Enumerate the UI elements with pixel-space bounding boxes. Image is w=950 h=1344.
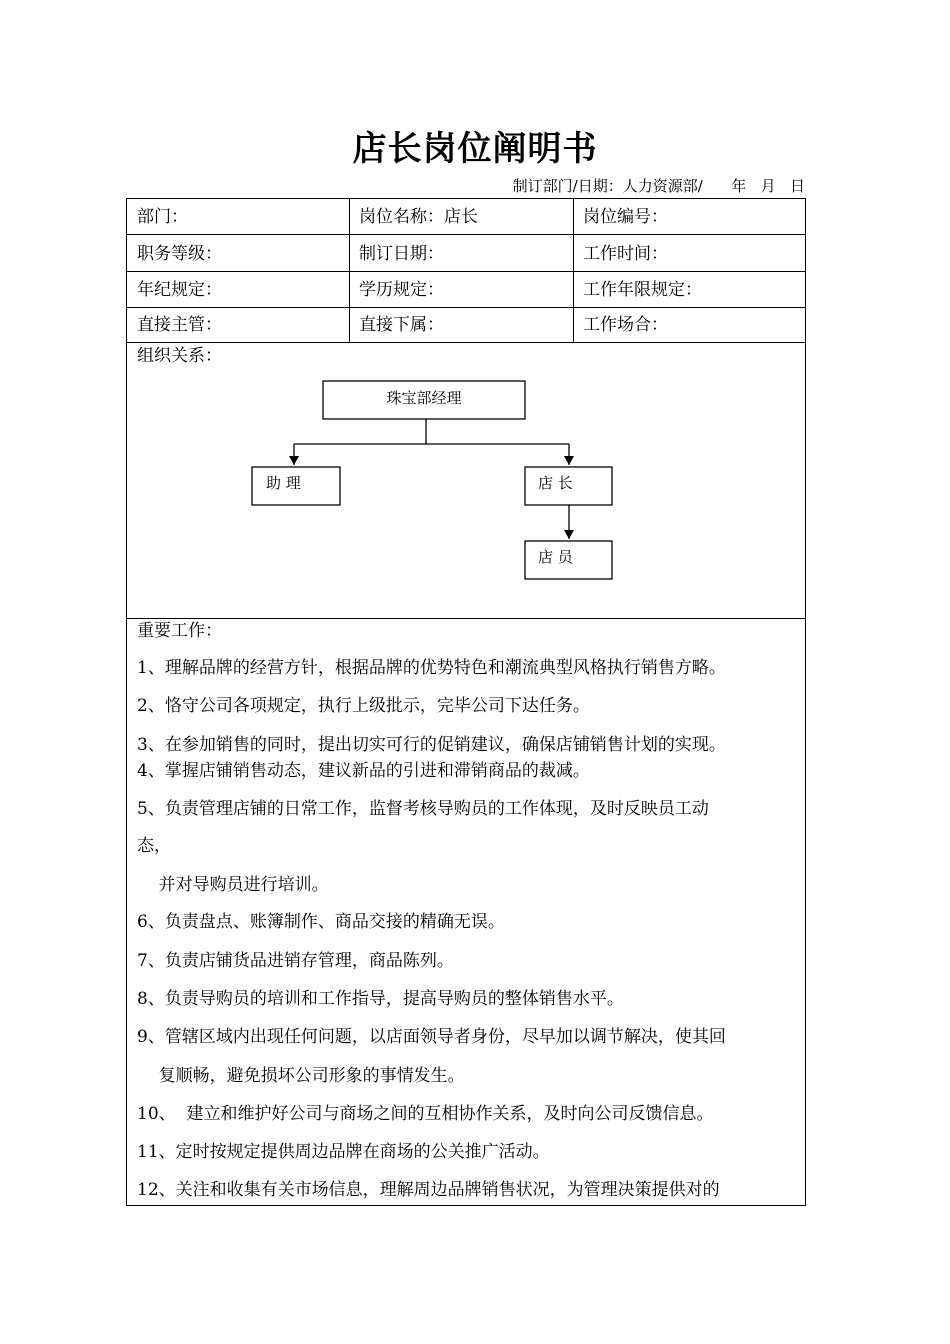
org-chart <box>127 343 805 618</box>
duty-line: 4、掌握店铺销售动态，建议新品的引进和滞销商品的裁减。 <box>137 761 590 781</box>
duty-line: 5、负责管理店铺的日常工作，监督考核导购员的工作体现，及时反映员工动 <box>137 799 709 819</box>
direct-subordinate-label: 直接下属： <box>359 315 444 335</box>
duty-line: 3、在参加销售的同时，提出切实可行的促销建议，确保店铺销售计划的实现。 <box>137 735 726 755</box>
duty-line: 12、关注和收集有关市场信息，理解周边品牌销售状况，为管理决策提供对的 <box>137 1180 720 1200</box>
duty-line: 10、 建立和维护好公司与商场之间的互相协作关系，及时向公司反馈信息。 <box>137 1104 714 1124</box>
row-divider <box>127 271 805 272</box>
org-relation-label: 组织关系： <box>137 346 222 366</box>
row-divider <box>127 307 805 308</box>
row-divider <box>127 234 805 235</box>
education-requirement-label: 学历规定： <box>359 280 444 300</box>
store-manager-box <box>525 467 612 505</box>
direct-supervisor-label: 直接主管： <box>137 315 222 335</box>
duties-heading: 重要工作： <box>137 621 222 641</box>
duty-line: 复顺畅，避免损坏公司形象的事情发生。 <box>137 1066 465 1086</box>
duty-line: 2、恪守公司各项规定，执行上级批示，完毕公司下达任务。 <box>137 696 590 716</box>
duty-line: 并对导购员进行培训。 <box>137 875 329 895</box>
revision-info: 制订部门/日期：人力资源部/ 年 月 日 <box>512 177 805 195</box>
duty-line: 6、负责盘点、账簿制作、商品交接的精确无误。 <box>137 912 505 932</box>
job-description-table <box>126 198 806 1206</box>
assistant-box-label: 助 理 <box>266 474 301 492</box>
clerk-box-label: 店 员 <box>538 548 573 566</box>
clerk-box <box>525 541 612 579</box>
position-code-label: 岗位编号： <box>583 207 668 227</box>
assistant-box <box>252 467 340 505</box>
duty-line: 态， <box>137 836 171 856</box>
duty-line: 8、负责导购员的培训和工作指导，提高导购员的整体销售水平。 <box>137 989 624 1009</box>
duty-line: 9、管辖区域内出现任何问题，以店面领导者身份，尽早加以调节解决，使其回 <box>137 1027 726 1047</box>
manager-box-label: 珠宝部经理 <box>386 389 462 407</box>
position-name-label: 岗位名称：店长 <box>359 207 478 227</box>
job-grade-label: 职务等级： <box>137 244 222 264</box>
manager-box <box>323 381 525 419</box>
workplace-label: 工作场合： <box>583 315 668 335</box>
column-divider <box>349 199 350 343</box>
drafted-date-label: 制订日期： <box>359 244 444 264</box>
column-divider <box>573 199 574 343</box>
department-label: 部门： <box>137 207 188 227</box>
page-title: 店长岗位阐明书 <box>352 129 598 169</box>
duty-line: 11、定时按规定提供周边品牌在商场的公关推广活动。 <box>137 1142 550 1162</box>
experience-requirement-label: 工作年限规定： <box>583 280 702 300</box>
age-requirement-label: 年纪规定： <box>137 280 222 300</box>
duty-line: 1、理解品牌的经营方针，根据品牌的优势特色和潮流典型风格执行销售方略。 <box>137 658 726 678</box>
store-manager-box-label: 店 长 <box>538 474 573 492</box>
duty-line: 7、负责店铺货品进销存管理，商品陈列。 <box>137 951 454 971</box>
section-divider <box>127 618 805 619</box>
working-hours-label: 工作时间： <box>583 244 668 264</box>
